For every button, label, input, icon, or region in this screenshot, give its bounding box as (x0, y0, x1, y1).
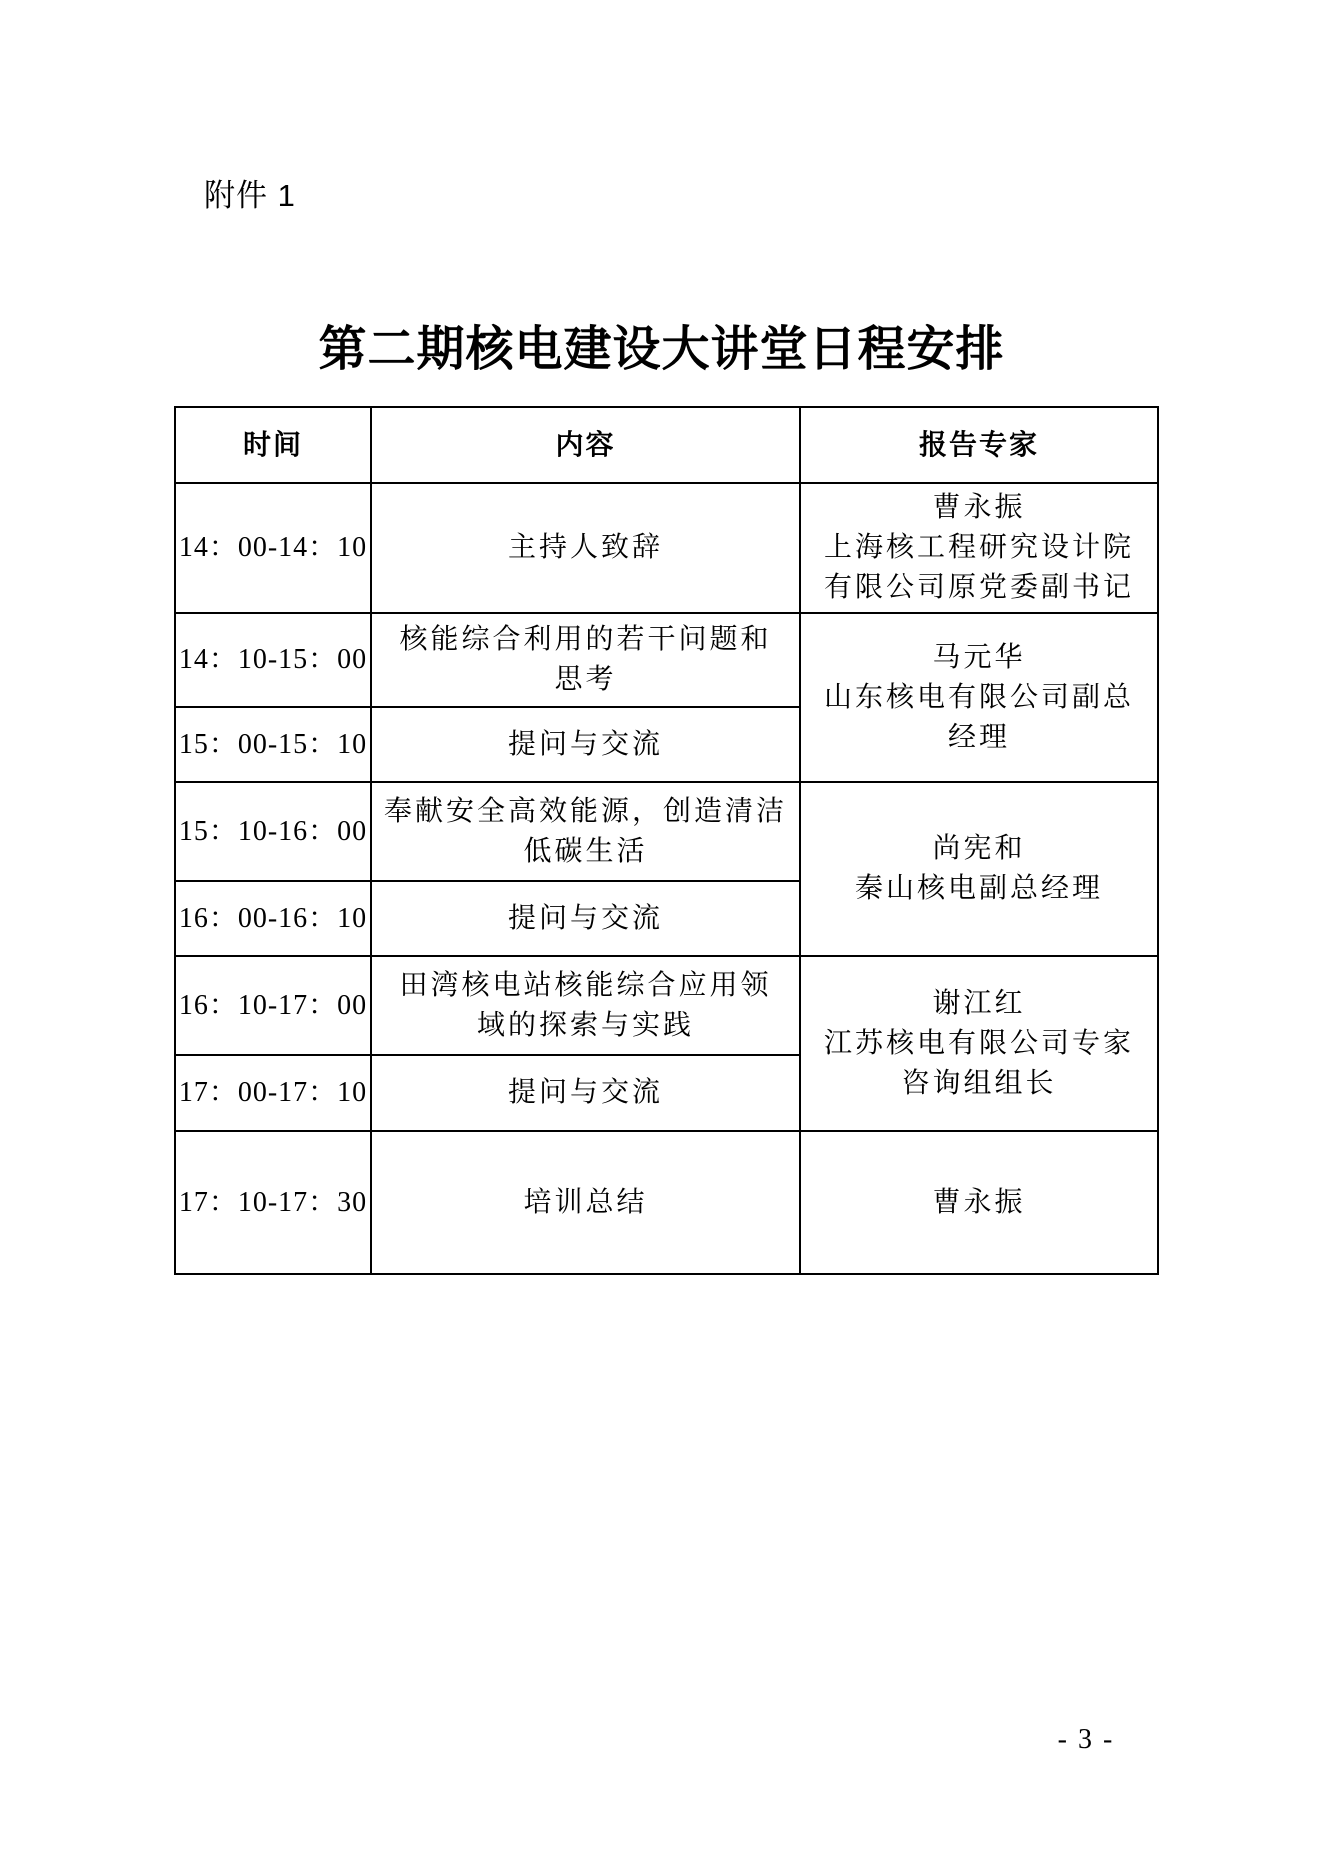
content-line: 培训总结 (523, 1186, 648, 1218)
content-line: 提问与交流 (507, 1077, 663, 1108)
time-cell: 15：10-16：00 (175, 782, 371, 881)
speaker-cell (800, 782, 1158, 956)
time-cell: 16：00-16：10 (175, 881, 371, 956)
content-cell (371, 707, 800, 782)
page-title: 第二期核电建设大讲堂日程安排 (318, 323, 1005, 376)
content-cell (371, 1131, 800, 1274)
table-row (175, 483, 1158, 613)
content-line: 域的探索与实践 (476, 1009, 694, 1041)
content-line: 低碳生活 (523, 835, 648, 867)
header-content: 内容 (371, 407, 800, 483)
content-cell (371, 956, 800, 1055)
speaker-cell (800, 483, 1158, 613)
content-cell (371, 1055, 800, 1131)
speaker-cell (800, 613, 1158, 782)
content-line: 思考 (554, 664, 617, 695)
speaker-cell (800, 956, 1158, 1131)
speaker-name: 谢江红 (932, 987, 1026, 1019)
content-cell (371, 613, 800, 707)
time-cell: 15：00-15：10 (175, 707, 371, 782)
content-line: 奉献安全高效能源，创造清洁 (383, 795, 787, 827)
time-cell: 16：10-17：00 (175, 956, 371, 1055)
time-cell: 14：00-14：10 (175, 483, 371, 613)
time-cell: 14：10-15：00 (175, 613, 371, 707)
table-header-row (175, 407, 1158, 483)
content-cell (371, 483, 800, 613)
time-cell: 17：10-17：30 (175, 1131, 371, 1274)
speaker-title-line: 江苏核电有限公司专家 (823, 1027, 1134, 1059)
speaker-name: 曹永振 (932, 492, 1026, 523)
time-cell: 17：00-17：10 (175, 1055, 371, 1131)
header-speaker: 报告专家 (800, 407, 1158, 483)
speaker-name: 尚宪和 (932, 833, 1026, 864)
attachment-label: 附件 1 (204, 178, 296, 213)
speaker-cell (800, 1131, 1158, 1274)
speaker-title-line: 上海核工程研究设计院 (823, 532, 1134, 563)
content-line: 提问与交流 (507, 902, 663, 934)
speaker-name: 曹永振 (932, 1186, 1026, 1218)
schedule-table (174, 406, 1159, 1275)
header-time: 时间 (175, 407, 371, 483)
content-line: 提问与交流 (507, 728, 663, 760)
speaker-name: 马元华 (932, 641, 1026, 673)
content-cell (371, 881, 800, 956)
speaker-title-line: 有限公司原党委副书记 (823, 572, 1134, 603)
speaker-title-line: 咨询组组长 (901, 1067, 1057, 1099)
content-cell (371, 782, 800, 881)
speaker-title-line: 秦山核电副总经理 (854, 873, 1103, 904)
table-row (175, 1131, 1158, 1274)
content-line: 主持人致辞 (507, 532, 663, 563)
speaker-title-line: 经理 (947, 721, 1010, 753)
page-number: - 3 - (1057, 1724, 1115, 1755)
table-row (175, 782, 1158, 881)
speaker-title-line: 山东核电有限公司副总 (823, 681, 1134, 713)
table-row (175, 956, 1158, 1055)
content-line: 田湾核电站核能综合应用领 (399, 969, 772, 1001)
content-line: 核能综合利用的若干问题和 (399, 624, 772, 655)
table-row (175, 613, 1158, 707)
